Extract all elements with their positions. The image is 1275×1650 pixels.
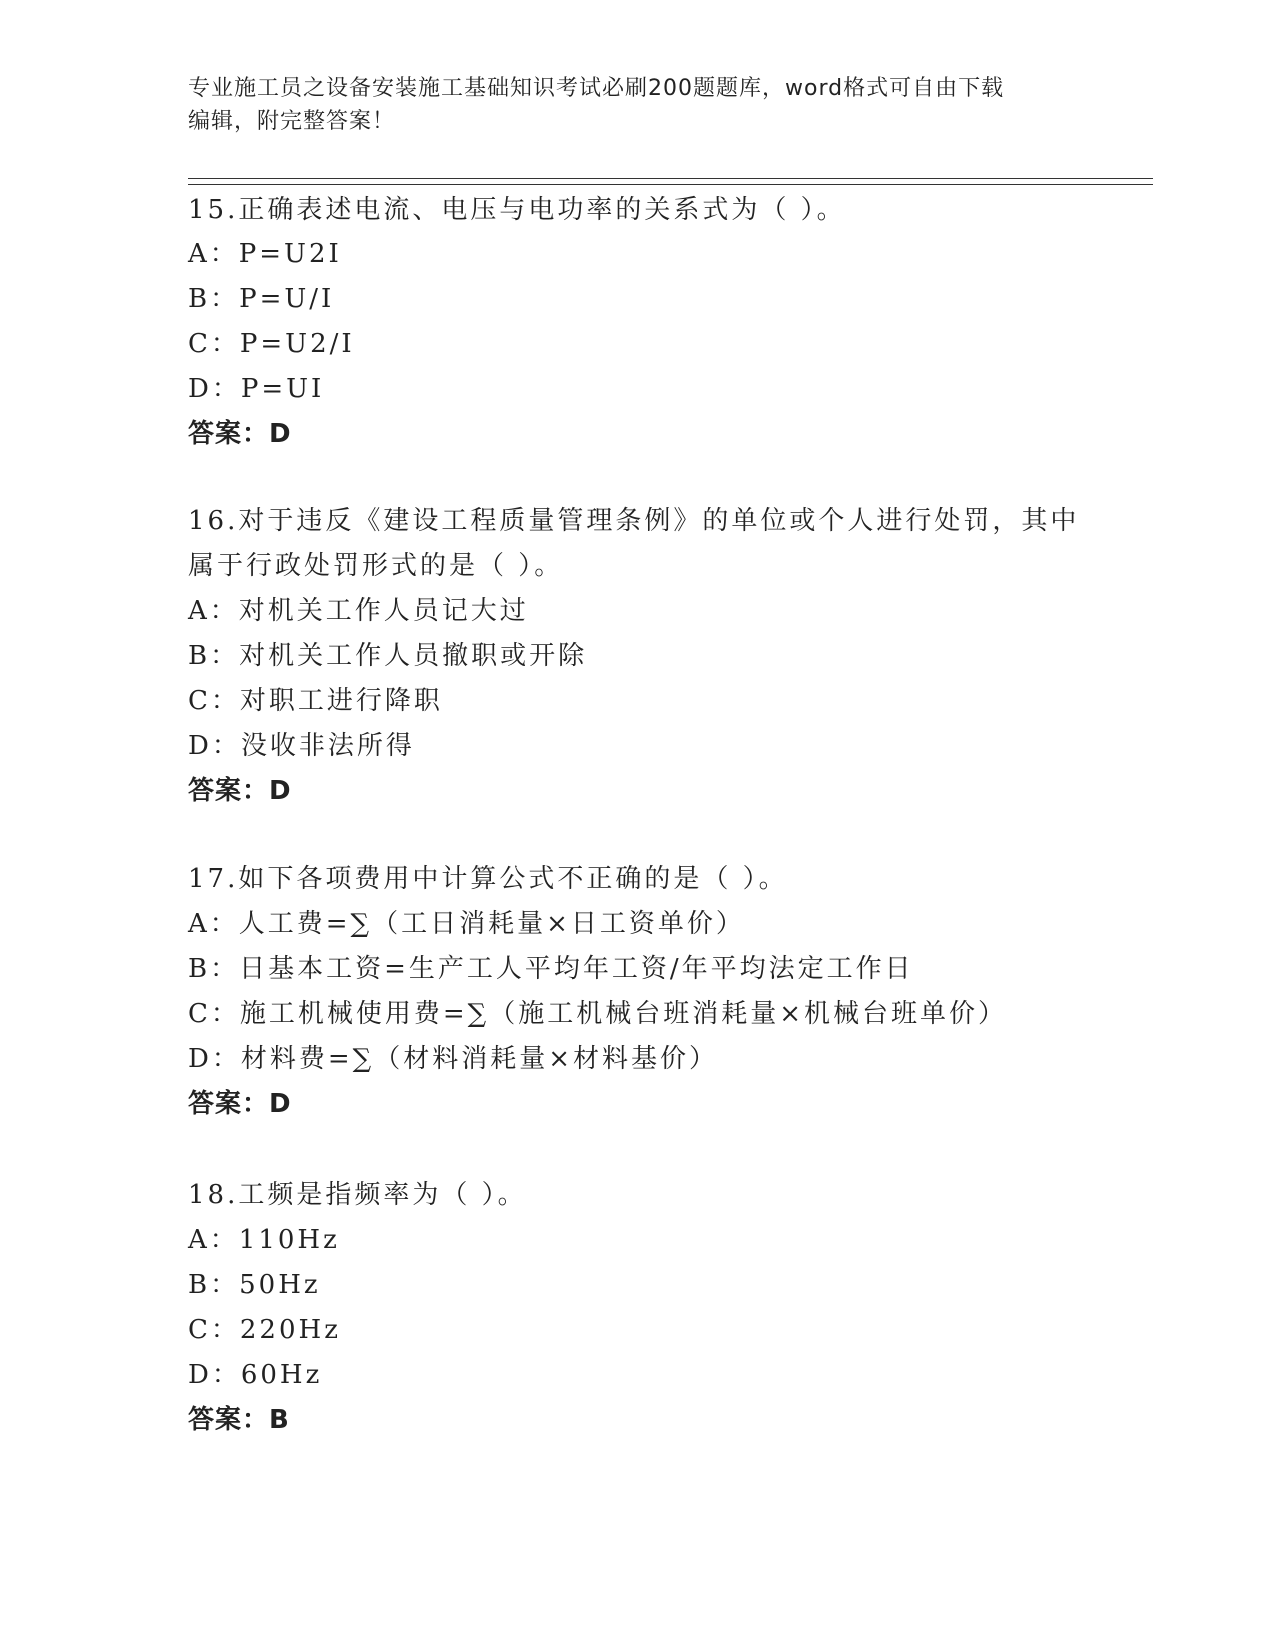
question-16-answer: 答案：D bbox=[188, 776, 292, 806]
header-divider-top bbox=[188, 178, 1153, 179]
question-17-option-c: C：施工机械使用费=∑（施工机械台班消耗量×机械台班单价） bbox=[188, 999, 1008, 1029]
question-15-stem: 15.正确表述电流、电压与电功率的关系式为（ ）。 bbox=[188, 195, 846, 225]
question-16-option-c: C：对职工进行降职 bbox=[188, 686, 443, 716]
header-line-2: 编辑，附完整答案！ bbox=[188, 109, 396, 134]
question-15-option-c: C：P=U2/I bbox=[188, 329, 355, 359]
question-15-answer: 答案：D bbox=[188, 419, 292, 449]
question-17-option-a: A：人工费=∑（工日消耗量×日工资单价） bbox=[188, 909, 745, 939]
question-15-option-a: A：P=U2I bbox=[188, 239, 342, 269]
question-17-option-d: D：材料费=∑（材料消耗量×材料基价） bbox=[188, 1044, 718, 1074]
header-line-1: 专业施工员之设备安装施工基础知识考试必刷200题题库，word格式可自由下载 bbox=[188, 76, 1005, 101]
question-18-answer: 答案：B bbox=[188, 1405, 290, 1435]
question-16-option-b: B：对机关工作人员撤职或开除 bbox=[188, 641, 588, 671]
question-18-option-a: A：110Hz bbox=[188, 1225, 340, 1255]
question-17-option-b: B：日基本工资=生产工人平均年工资/年平均法定工作日 bbox=[188, 954, 914, 984]
header-divider-bottom bbox=[188, 184, 1153, 185]
question-15-option-d: D：P=UI bbox=[188, 374, 325, 404]
question-17-answer: 答案：D bbox=[188, 1089, 292, 1119]
question-18-option-d: D：60Hz bbox=[188, 1360, 323, 1390]
question-18-option-b: B：50Hz bbox=[188, 1270, 321, 1300]
question-16-option-a: A：对机关工作人员记大过 bbox=[188, 596, 529, 626]
question-16-stem-line-1: 16.对于违反《建设工程质量管理条例》的单位或个人进行处罚，其中 bbox=[188, 506, 1080, 536]
question-17-stem: 17.如下各项费用中计算公式不正确的是（ ）。 bbox=[188, 864, 788, 894]
question-15-option-b: B：P=U/I bbox=[188, 284, 335, 314]
question-16-option-d: D：没收非法所得 bbox=[188, 731, 415, 761]
question-16-stem-line-2: 属于行政处罚形式的是（ ）。 bbox=[188, 551, 564, 581]
question-18-option-c: C：220Hz bbox=[188, 1315, 341, 1345]
question-18-stem: 18.工频是指频率为（ ）。 bbox=[188, 1180, 527, 1210]
document-header bbox=[188, 72, 1068, 138]
